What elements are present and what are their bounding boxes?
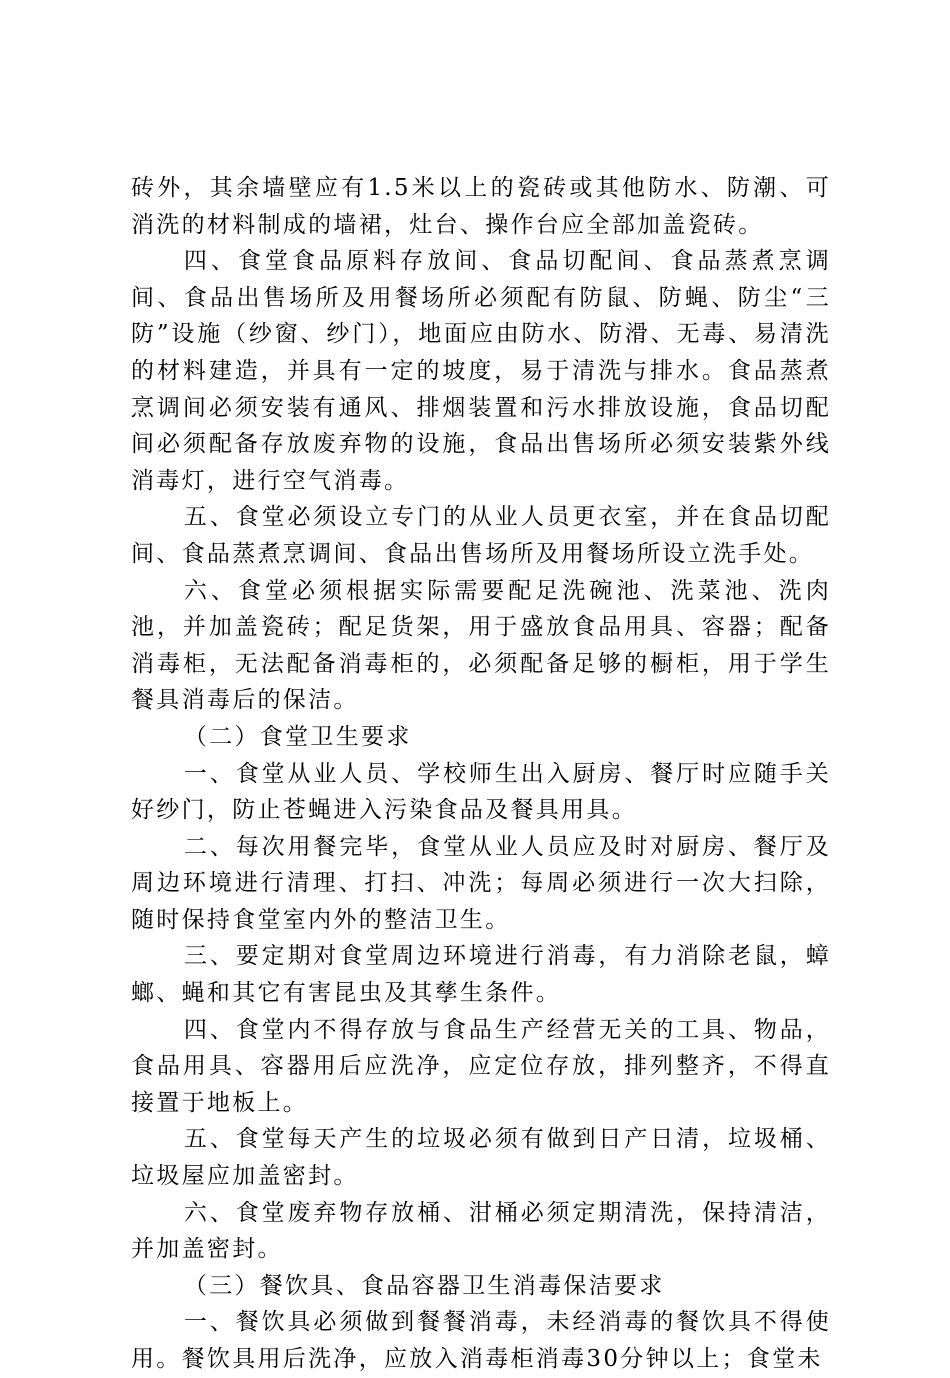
- document-page: [131, 170, 831, 1378]
- paragraph-item-4-three-prevention: 四、食堂食品原料存放间、食品切配间、食品蒸煮烹调间、食品出售场所及用餐场所必须配有防鼠、防蝇、防尘“三防”设施（纱窗、纱门），地面应由防水、防滑、无毒、易清洗的材料建造，并具有一定的坡度，易于清洗与排水。食品蒸煮烹调间必须安装有通风、排烟装置和污水排放设施，食品切配间必须配备存放废弃物的设施，食品出售场所必须安装紫外线消毒灯，进行空气消毒。: [131, 248, 831, 494]
- paragraph-hygiene-item-4: 四、食堂内不得存放与食品生产经营无关的工具、物品，食品用具、容器用后应洗净，应定位存放，排列整齐，不得直接置于地板上。: [131, 1016, 831, 1116]
- paragraph-hygiene-item-6: 六、食堂废弃物存放桶、泔桶必须定期清洗，保持清洁，并加盖密封。: [131, 1199, 831, 1263]
- paragraph-item-6-sinks: 六、食堂必须根据实际需要配足洗碗池、洗菜池、洗肉池，并加盖瓷砖；配足货架，用于盛放食品用具、容器；配备消毒柜，无法配备消毒柜的，必须配备足够的橱柜，用于学生餐具消毒后的保洁。: [131, 577, 831, 714]
- paragraph-item-5-changing-room: 五、食堂必须设立专门的从业人员更衣室，并在食品切配间、食品蒸煮烹调间、食品出售场所及用餐场所设立洗手处。: [131, 504, 831, 567]
- section-heading-canteen-hygiene: （二）食堂卫生要求: [183, 723, 412, 750]
- paragraph-wall-tiles-continued: 砖外，其余墙壁应有1.5米以上的瓷砖或其他防水、防潮、可消洗的材料制成的墙裙，灶台、操作台应全部加盖瓷砖。: [131, 175, 831, 238]
- paragraph-hygiene-item-3: 三、要定期对食堂周边环境进行消毒，有力消除老鼠，蟑螂、蝇和其它有害昆虫及其孳生条件。: [131, 943, 831, 1007]
- paragraph-hygiene-item-1: 一、食堂从业人员、学校师生出入厨房、餐厅时应随手关好纱门，防止苍蝇进入污染食品及餐具用具。: [131, 760, 831, 824]
- paragraph-hygiene-item-5: 五、食堂每天产生的垃圾必须有做到日产日清，垃圾桶、垃圾屋应加盖密封。: [131, 1126, 831, 1190]
- paragraph-hygiene-item-2: 二、每次用餐完毕，食堂从业人员应及时对厨房、餐厅及周边环境进行清理、打扫、冲洗；每周必须进行一次大扫除，随时保持食堂室内外的整洁卫生。: [131, 833, 831, 933]
- section-heading-tableware-disinfection: （三）餐饮具、食品容器卫生消毒保洁要求: [183, 1272, 665, 1299]
- paragraph-tableware-item-1: 一、餐饮具必须做到餐餐消毒，未经消毒的餐饮具不得使用。餐饮具用后洗净，应放入消毒柜消毒30分钟以上；食堂未: [131, 1309, 831, 1372]
